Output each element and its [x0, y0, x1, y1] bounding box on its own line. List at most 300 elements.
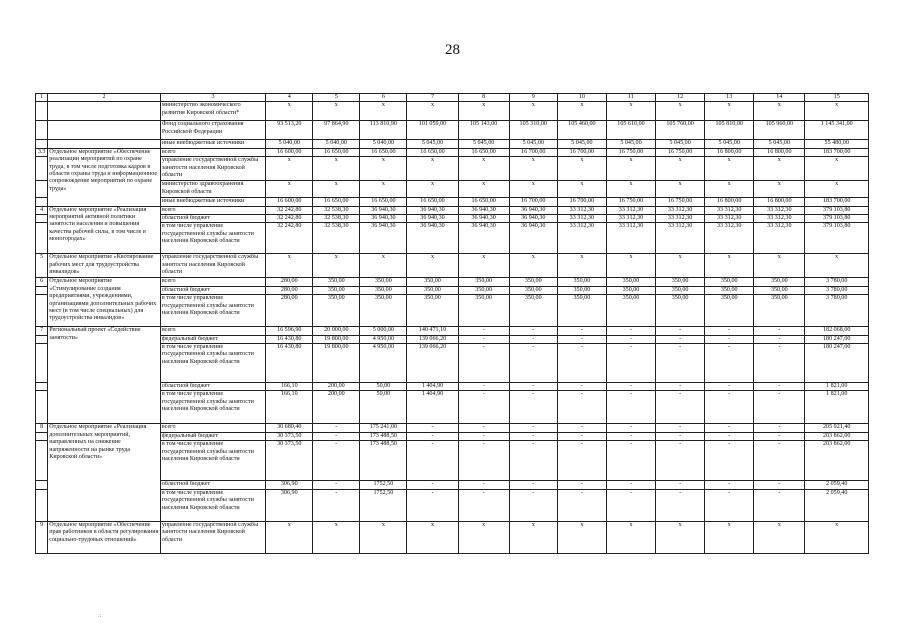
value-cell: 183 700,00: [805, 198, 869, 206]
value-cell: 105 460,00: [557, 121, 606, 140]
value-cell: -: [458, 424, 509, 432]
value-cell: -: [458, 432, 509, 440]
activity-name-cell: Отдельное мероприятие «Обеспечение прав работников в области регулирования социально-трудовых отношений»: [48, 521, 161, 553]
value-cell: 33 312,30: [557, 206, 606, 214]
column-number-cell: 13: [705, 94, 754, 102]
column-number-cell: 8: [458, 94, 509, 102]
value-cell: x: [557, 521, 606, 553]
value-cell: 5 040,00: [266, 140, 313, 148]
value-cell: x: [805, 254, 869, 278]
value-cell: 32 538,30: [313, 206, 360, 214]
value-cell: 33 312,30: [705, 215, 754, 223]
table-row: [36, 181, 869, 198]
value-cell: 350,00: [313, 295, 360, 327]
value-cell: -: [509, 481, 557, 489]
value-cell: 36 940,30: [509, 215, 557, 223]
item-number-cell: 3.3: [36, 148, 48, 156]
value-cell: x: [407, 254, 458, 278]
table-row: [36, 206, 869, 214]
value-cell: -: [656, 335, 705, 343]
value-cell: -: [458, 383, 509, 391]
value-cell: 30 680,40: [266, 424, 313, 432]
value-cell: 350,00: [407, 278, 458, 286]
page-number: 28: [445, 42, 460, 58]
value-cell: x: [705, 254, 754, 278]
table-row: [36, 148, 869, 156]
funding-source-cell: областной бюджет: [160, 481, 265, 489]
value-cell: -: [407, 481, 458, 489]
value-cell: -: [313, 432, 360, 440]
value-cell: -: [606, 335, 655, 343]
value-cell: x: [805, 102, 869, 121]
value-cell: -: [656, 489, 705, 521]
value-cell: 350,00: [606, 278, 655, 286]
value-cell: 16 700,00: [509, 198, 557, 206]
table-row: [36, 432, 869, 440]
value-cell: 5 040,00: [360, 140, 407, 148]
value-cell: 105 810,00: [705, 121, 754, 140]
value-cell: 205 921,40: [805, 424, 869, 432]
value-cell: 2 059,40: [805, 481, 869, 489]
value-cell: x: [705, 181, 754, 198]
value-cell: 350,00: [705, 278, 754, 286]
value-cell: -: [606, 327, 655, 335]
value-cell: -: [606, 432, 655, 440]
value-cell: -: [606, 383, 655, 391]
value-cell: 33 312,30: [705, 223, 754, 254]
value-cell: 200,00: [313, 383, 360, 391]
value-cell: 350,00: [754, 278, 805, 286]
value-cell: -: [509, 441, 557, 481]
value-cell: 203 862,00: [805, 441, 869, 481]
value-cell: 3 780,00: [805, 295, 869, 327]
activity-name-cell: Отдельное мероприятие «Реализация мероприятий активной политики занятости населения и повышения качества рабочей силы, в том числе в моногородах»: [48, 206, 161, 254]
value-cell: x: [705, 157, 754, 181]
value-cell: 350,00: [458, 295, 509, 327]
value-cell: 16 650,00: [458, 198, 509, 206]
activity-name-cell: [48, 140, 161, 148]
value-cell: 16 750,00: [606, 148, 655, 156]
value-cell: -: [705, 344, 754, 383]
value-cell: 280,00: [266, 295, 313, 327]
value-cell: -: [606, 391, 655, 424]
value-cell: 101 059,00: [407, 121, 458, 140]
value-cell: 36 940,30: [360, 206, 407, 214]
value-cell: -: [557, 327, 606, 335]
value-cell: -: [509, 424, 557, 432]
value-cell: 379 103,80: [805, 215, 869, 223]
value-cell: -: [754, 489, 805, 521]
value-cell: 50,00: [360, 391, 407, 424]
value-cell: x: [313, 181, 360, 198]
value-cell: 16 800,00: [705, 148, 754, 156]
value-cell: 5 040,00: [313, 140, 360, 148]
value-cell: 1 821,00: [805, 391, 869, 424]
item-number-cell: [36, 295, 48, 327]
table-row: [36, 223, 869, 254]
column-number-cell: 1: [36, 94, 48, 102]
value-cell: 280,00: [266, 278, 313, 286]
value-cell: -: [656, 383, 705, 391]
value-cell: 16 750,00: [656, 198, 705, 206]
value-cell: -: [705, 327, 754, 335]
activity-name-cell: Отдельное мероприятие «Реализация дополнительных мероприятий, направленных на снижение напряженности на рынке труда Кировской области»: [48, 424, 161, 521]
value-cell: 350,00: [754, 286, 805, 294]
value-cell: 203 862,00: [805, 432, 869, 440]
value-cell: x: [313, 254, 360, 278]
value-cell: x: [606, 102, 655, 121]
value-cell: 180 247,00: [805, 335, 869, 343]
value-cell: -: [557, 391, 606, 424]
value-cell: -: [509, 391, 557, 424]
value-cell: 173 488,50: [360, 441, 407, 481]
value-cell: x: [656, 157, 705, 181]
value-cell: x: [805, 181, 869, 198]
scan-mark: .:: [98, 613, 102, 619]
value-cell: 5 045,00: [656, 140, 705, 148]
funding-source-cell: управление государственной службы занятости населения Кировской области: [160, 521, 265, 553]
column-number-cell: 7: [407, 94, 458, 102]
value-cell: 16 596,90: [266, 327, 313, 335]
value-cell: -: [656, 344, 705, 383]
funding-source-cell: областной бюджет: [160, 383, 265, 391]
item-number-cell: [36, 102, 48, 121]
value-cell: x: [606, 521, 655, 553]
value-cell: 1 145 341,00: [805, 121, 869, 140]
value-cell: 5 000,00: [360, 327, 407, 335]
value-cell: 33 312,30: [606, 215, 655, 223]
value-cell: x: [557, 102, 606, 121]
value-cell: x: [360, 157, 407, 181]
value-cell: 19 800,00: [313, 344, 360, 383]
value-cell: x: [606, 254, 655, 278]
value-cell: -: [509, 432, 557, 440]
value-cell: 33 312,30: [754, 206, 805, 214]
value-cell: x: [266, 102, 313, 121]
column-number-cell: 12: [656, 94, 705, 102]
table-row: [36, 424, 869, 432]
funding-source-cell: Фонд социального страхования Российской Федерации: [160, 121, 265, 140]
value-cell: -: [557, 424, 606, 432]
column-number-row: [36, 94, 869, 102]
value-cell: 32 538,30: [313, 215, 360, 223]
table-row: [36, 344, 869, 383]
value-cell: 105 610,00: [606, 121, 655, 140]
value-cell: 4 950,00: [360, 335, 407, 343]
value-cell: 306,90: [266, 481, 313, 489]
column-number-cell: 14: [754, 94, 805, 102]
value-cell: 30 373,50: [266, 441, 313, 481]
value-cell: 16 600,00: [266, 148, 313, 156]
value-cell: x: [266, 254, 313, 278]
value-cell: x: [754, 102, 805, 121]
column-number-cell: 10: [557, 94, 606, 102]
value-cell: x: [458, 254, 509, 278]
budget-table: [35, 93, 869, 554]
value-cell: x: [754, 254, 805, 278]
value-cell: 350,00: [509, 278, 557, 286]
value-cell: 16 430,80: [266, 344, 313, 383]
value-cell: -: [557, 441, 606, 481]
value-cell: -: [458, 344, 509, 383]
column-number-cell: 6: [360, 94, 407, 102]
value-cell: 5 045,00: [407, 140, 458, 148]
item-number-cell: 6: [36, 278, 48, 286]
column-number-cell: 9: [509, 94, 557, 102]
value-cell: 350,00: [557, 278, 606, 286]
value-cell: 350,00: [360, 286, 407, 294]
value-cell: 350,00: [360, 295, 407, 327]
table-row: [36, 295, 869, 327]
funding-source-cell: областной бюджет: [160, 215, 265, 223]
value-cell: 97 864,90: [313, 121, 360, 140]
item-number-cell: 9: [36, 521, 48, 553]
funding-source-cell: федеральный бюджет: [160, 432, 265, 440]
column-number-cell: 5: [313, 94, 360, 102]
value-cell: x: [805, 521, 869, 553]
column-number-cell: 3: [160, 94, 265, 102]
value-cell: x: [509, 521, 557, 553]
value-cell: 5 045,00: [509, 140, 557, 148]
value-cell: x: [407, 102, 458, 121]
value-cell: 93 513,20: [266, 121, 313, 140]
value-cell: 36 940,30: [360, 223, 407, 254]
table-row: [36, 335, 869, 343]
value-cell: 200,00: [313, 391, 360, 424]
value-cell: x: [313, 521, 360, 553]
value-cell: -: [509, 344, 557, 383]
value-cell: 5 045,00: [557, 140, 606, 148]
activity-name-cell: [48, 102, 161, 121]
value-cell: -: [509, 383, 557, 391]
value-cell: 20 000,00: [313, 327, 360, 335]
value-cell: -: [754, 441, 805, 481]
table-row: [36, 481, 869, 489]
value-cell: -: [407, 489, 458, 521]
value-cell: -: [606, 441, 655, 481]
funding-source-cell: всего: [160, 278, 265, 286]
value-cell: 350,00: [557, 286, 606, 294]
value-cell: 36 940,30: [407, 206, 458, 214]
item-number-cell: [36, 432, 48, 440]
value-cell: x: [606, 181, 655, 198]
value-cell: x: [458, 181, 509, 198]
value-cell: 36 940,30: [360, 215, 407, 223]
item-number-cell: [36, 383, 48, 391]
value-cell: x: [360, 102, 407, 121]
activity-name-cell: [48, 121, 161, 140]
value-cell: -: [606, 489, 655, 521]
value-cell: 350,00: [754, 295, 805, 327]
value-cell: x: [360, 181, 407, 198]
value-cell: 180 247,00: [805, 344, 869, 383]
funding-source-cell: в том числе управление государственной службы занятости населения Кировской области: [160, 295, 265, 327]
activity-name-cell: Отдельное мероприятие «Стимулирование создания предприятиями, учреждениями, организациями дополнительных рабочих мест (в том числе специальных) для трудоустройства инвалидов»: [48, 278, 161, 327]
value-cell: 379 103,80: [805, 223, 869, 254]
value-cell: x: [656, 102, 705, 121]
value-cell: 105 143,00: [458, 121, 509, 140]
value-cell: 350,00: [656, 295, 705, 327]
value-cell: 350,00: [360, 278, 407, 286]
value-cell: 166,10: [266, 383, 313, 391]
value-cell: 4 950,00: [360, 344, 407, 383]
table-row: [36, 391, 869, 424]
funding-source-cell: министерство здравоохранения Кировской области: [160, 181, 265, 198]
table-row: [36, 327, 869, 335]
value-cell: 1752,50: [360, 481, 407, 489]
value-cell: x: [407, 157, 458, 181]
value-cell: -: [557, 489, 606, 521]
value-cell: -: [754, 344, 805, 383]
funding-source-cell: в том числе управление государственной службы занятости населения Кировской области: [160, 391, 265, 424]
value-cell: 350,00: [705, 295, 754, 327]
value-cell: -: [458, 489, 509, 521]
value-cell: 32 242,80: [266, 223, 313, 254]
item-number-cell: [36, 198, 48, 206]
item-number-cell: [36, 286, 48, 294]
column-number-cell: 11: [606, 94, 655, 102]
value-cell: 350,00: [313, 286, 360, 294]
value-cell: -: [407, 432, 458, 440]
funding-source-cell: управление государственной службы занятости населения Кировской области: [160, 157, 265, 181]
value-cell: x: [407, 521, 458, 553]
value-cell: -: [458, 481, 509, 489]
value-cell: 33 312,30: [656, 223, 705, 254]
column-number-cell: 15: [805, 94, 869, 102]
item-number-cell: [36, 140, 48, 148]
value-cell: -: [458, 391, 509, 424]
value-cell: x: [656, 254, 705, 278]
value-cell: x: [606, 157, 655, 181]
value-cell: x: [266, 521, 313, 553]
value-cell: -: [705, 383, 754, 391]
value-cell: 16 700,00: [557, 148, 606, 156]
value-cell: -: [754, 391, 805, 424]
value-cell: 350,00: [407, 295, 458, 327]
value-cell: 1752,50: [360, 489, 407, 521]
value-cell: -: [754, 432, 805, 440]
value-cell: 36 940,30: [458, 206, 509, 214]
value-cell: x: [509, 181, 557, 198]
value-cell: 350,00: [458, 286, 509, 294]
funding-source-cell: иные внебюджетные источники: [160, 140, 265, 148]
value-cell: x: [313, 102, 360, 121]
value-cell: 36 940,30: [407, 223, 458, 254]
value-cell: -: [705, 481, 754, 489]
value-cell: 350,00: [606, 295, 655, 327]
value-cell: 50,00: [360, 383, 407, 391]
value-cell: 350,00: [509, 295, 557, 327]
value-cell: -: [754, 481, 805, 489]
value-cell: x: [656, 521, 705, 553]
value-cell: 5 045,00: [606, 140, 655, 148]
value-cell: 16 600,00: [266, 198, 313, 206]
value-cell: 32 538,30: [313, 223, 360, 254]
value-cell: -: [557, 432, 606, 440]
value-cell: -: [606, 481, 655, 489]
value-cell: 175 241,00: [360, 424, 407, 432]
value-cell: x: [313, 157, 360, 181]
funding-source-cell: в том числе управление государственной службы занятости населения Кировской области: [160, 489, 265, 521]
item-number-cell: [36, 441, 48, 481]
value-cell: 16 650,00: [458, 148, 509, 156]
value-cell: 2 059,40: [805, 489, 869, 521]
column-number-cell: 4: [266, 94, 313, 102]
funding-source-cell: в том числе управление государственной службы занятости населения Кировской области: [160, 223, 265, 254]
value-cell: 16 800,00: [754, 148, 805, 156]
value-cell: 350,00: [407, 286, 458, 294]
value-cell: -: [557, 383, 606, 391]
value-cell: 33 312,30: [606, 223, 655, 254]
value-cell: -: [458, 441, 509, 481]
value-cell: 16 650,00: [360, 198, 407, 206]
value-cell: x: [805, 157, 869, 181]
activity-name-cell: Региональный проект «Содействие занятости»: [48, 327, 161, 424]
value-cell: -: [509, 327, 557, 335]
value-cell: 182 068,00: [805, 327, 869, 335]
value-cell: -: [606, 424, 655, 432]
value-cell: 139 066,20: [407, 344, 458, 383]
value-cell: 16 650,00: [360, 148, 407, 156]
value-cell: -: [557, 335, 606, 343]
value-cell: 139 066,20: [407, 335, 458, 343]
value-cell: 36 940,30: [407, 215, 458, 223]
value-cell: -: [705, 335, 754, 343]
value-cell: 32 242,80: [266, 206, 313, 214]
value-cell: -: [458, 327, 509, 335]
table-row: [36, 278, 869, 286]
value-cell: -: [705, 489, 754, 521]
value-cell: 16 800,00: [754, 198, 805, 206]
funding-source-cell: всего: [160, 206, 265, 214]
value-cell: 1 821,00: [805, 383, 869, 391]
value-cell: x: [458, 157, 509, 181]
value-cell: -: [656, 432, 705, 440]
value-cell: 16 750,00: [606, 198, 655, 206]
value-cell: x: [754, 181, 805, 198]
item-number-cell: 4: [36, 206, 48, 214]
value-cell: x: [754, 157, 805, 181]
value-cell: -: [458, 335, 509, 343]
value-cell: x: [557, 254, 606, 278]
table-row: [36, 489, 869, 521]
value-cell: 306,90: [266, 489, 313, 521]
value-cell: 5 045,00: [705, 140, 754, 148]
value-cell: 350,00: [656, 278, 705, 286]
item-number-cell: [36, 215, 48, 223]
value-cell: 33 312,30: [656, 206, 705, 214]
value-cell: -: [557, 344, 606, 383]
value-cell: -: [754, 327, 805, 335]
item-number-cell: [36, 181, 48, 198]
value-cell: x: [705, 521, 754, 553]
table-row: [36, 198, 869, 206]
value-cell: 36 940,30: [458, 223, 509, 254]
item-number-cell: [36, 335, 48, 343]
value-cell: -: [557, 481, 606, 489]
item-number-cell: [36, 391, 48, 424]
value-cell: 350,00: [557, 295, 606, 327]
value-cell: 36 940,30: [458, 215, 509, 223]
value-cell: 350,00: [656, 286, 705, 294]
funding-source-cell: министерство экономического развития Кировской области*: [160, 102, 265, 121]
value-cell: x: [656, 181, 705, 198]
value-cell: x: [360, 521, 407, 553]
table-row: [36, 102, 869, 121]
funding-source-cell: управление государственной службы занятости населения Кировской области: [160, 254, 265, 278]
value-cell: -: [407, 424, 458, 432]
value-cell: -: [705, 424, 754, 432]
